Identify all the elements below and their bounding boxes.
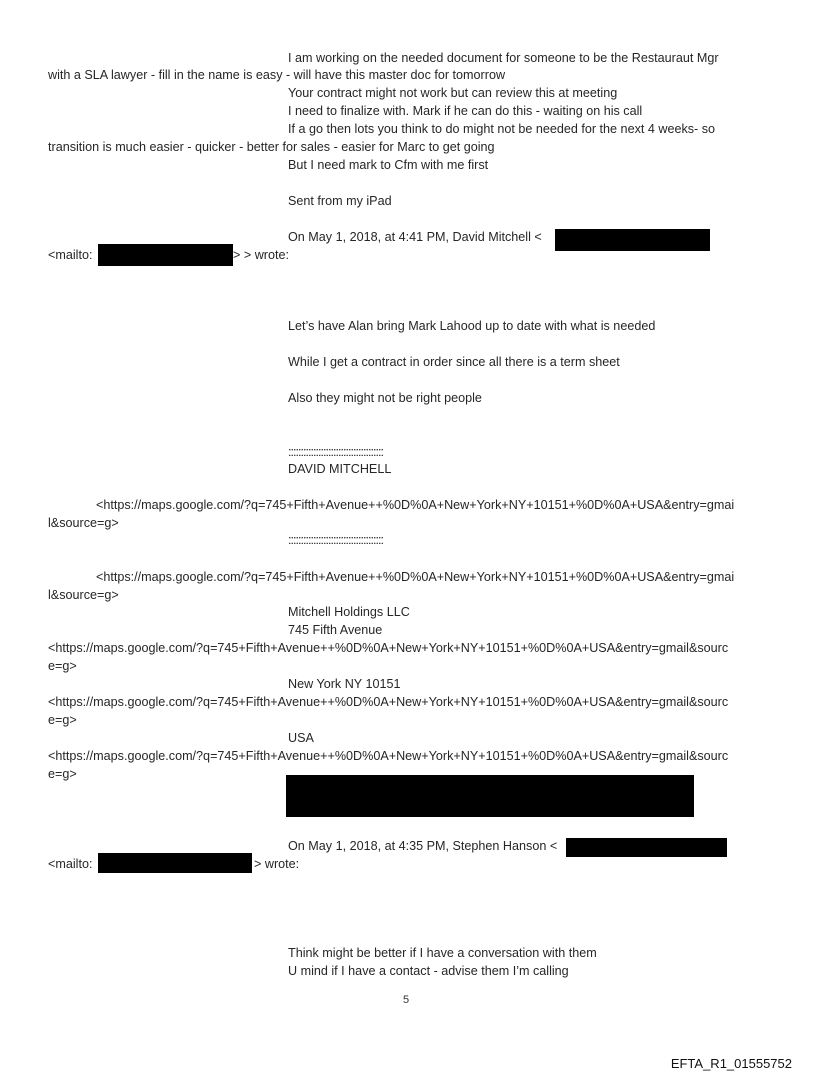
maps-link-continuation: e=g> (48, 767, 77, 781)
page-number: 5 (403, 994, 410, 1006)
redaction-block (555, 229, 710, 251)
redaction-block (286, 775, 694, 817)
signature-divider: :::::::::::::::::::::::::::::::::::::: (288, 533, 383, 547)
maps-link[interactable]: <https://maps.google.com/?q=745+Fifth+Avenue++%0D%0A+New+York+NY+10151+%0D%0A+USA&entry=gmail&sourc (48, 641, 729, 655)
text-line: U mind if I have a contact - advise them I’m calling (288, 964, 569, 978)
redaction-block (98, 244, 233, 266)
address-country: USA (288, 731, 314, 745)
text-line: I am working on the needed document for someone to be the Restauraut Mgr (288, 51, 719, 65)
maps-link-continuation: l&source=g> (48, 516, 119, 530)
maps-link-continuation: l&source=g> (48, 588, 119, 602)
maps-link-continuation: e=g> (48, 659, 77, 673)
maps-link[interactable]: <https://maps.google.com/?q=745+Fifth+Avenue++%0D%0A+New+York+NY+10151+%0D%0A+USA&entry=gmai (96, 570, 735, 584)
redaction-block (98, 853, 252, 873)
address-street: 745 Fifth Avenue (288, 623, 383, 637)
text-line: transition is much easier - quicker - better for sales - easier for Marc to get going (48, 140, 495, 154)
text-line: Let’s have Alan bring Mark Lahood up to date with what is needed (288, 319, 656, 333)
text-line: I need to finalize with. Mark if he can do this - waiting on his call (288, 104, 643, 118)
signature-divider: :::::::::::::::::::::::::::::::::::::: (288, 445, 383, 459)
text-line: If a go then lots you think to do might not be needed for the next 4 weeks- so (288, 122, 716, 136)
text-line: Also they might not be right people (288, 391, 482, 405)
maps-link[interactable]: <https://maps.google.com/?q=745+Fifth+Avenue++%0D%0A+New+York+NY+10151+%0D%0A+USA&entry=gmai (96, 498, 735, 512)
address-city: New York NY 10151 (288, 677, 401, 691)
text-line: Think might be better if I have a conversation with them (288, 946, 597, 960)
wrote-suffix: > > wrote: (233, 248, 290, 262)
sent-from-line: Sent from my iPad (288, 194, 392, 208)
text-line: Your contract might not work but can review this at meeting (288, 86, 618, 100)
signature-name: DAVID MITCHELL (288, 462, 392, 476)
text-line: with a SLA lawyer - fill in the name is easy - will have this master doc for tomorrow (48, 68, 506, 82)
text-line: While I get a contract in order since all there is a term sheet (288, 355, 620, 369)
company-name: Mitchell Holdings LLC (288, 605, 410, 619)
wrote-suffix: > wrote: (254, 857, 300, 871)
quote-header-line: On May 1, 2018, at 4:41 PM, David Mitchell < (288, 230, 542, 244)
maps-link[interactable]: <https://maps.google.com/?q=745+Fifth+Avenue++%0D%0A+New+York+NY+10151+%0D%0A+USA&entry=gmail&sourc (48, 695, 729, 709)
document-id-footer: EFTA_R1_01555752 (670, 1056, 792, 1071)
maps-link-continuation: e=g> (48, 713, 77, 727)
maps-link[interactable]: <https://maps.google.com/?q=745+Fifth+Avenue++%0D%0A+New+York+NY+10151+%0D%0A+USA&entry=gmail&sourc (48, 749, 729, 763)
mailto-prefix: <mailto: (48, 857, 93, 871)
mailto-prefix: <mailto: (48, 248, 93, 262)
quote-header-line: On May 1, 2018, at 4:35 PM, Stephen Hanson < (288, 839, 558, 853)
redaction-block (566, 838, 727, 857)
text-line: But I need mark to Cfm with me first (288, 158, 489, 172)
